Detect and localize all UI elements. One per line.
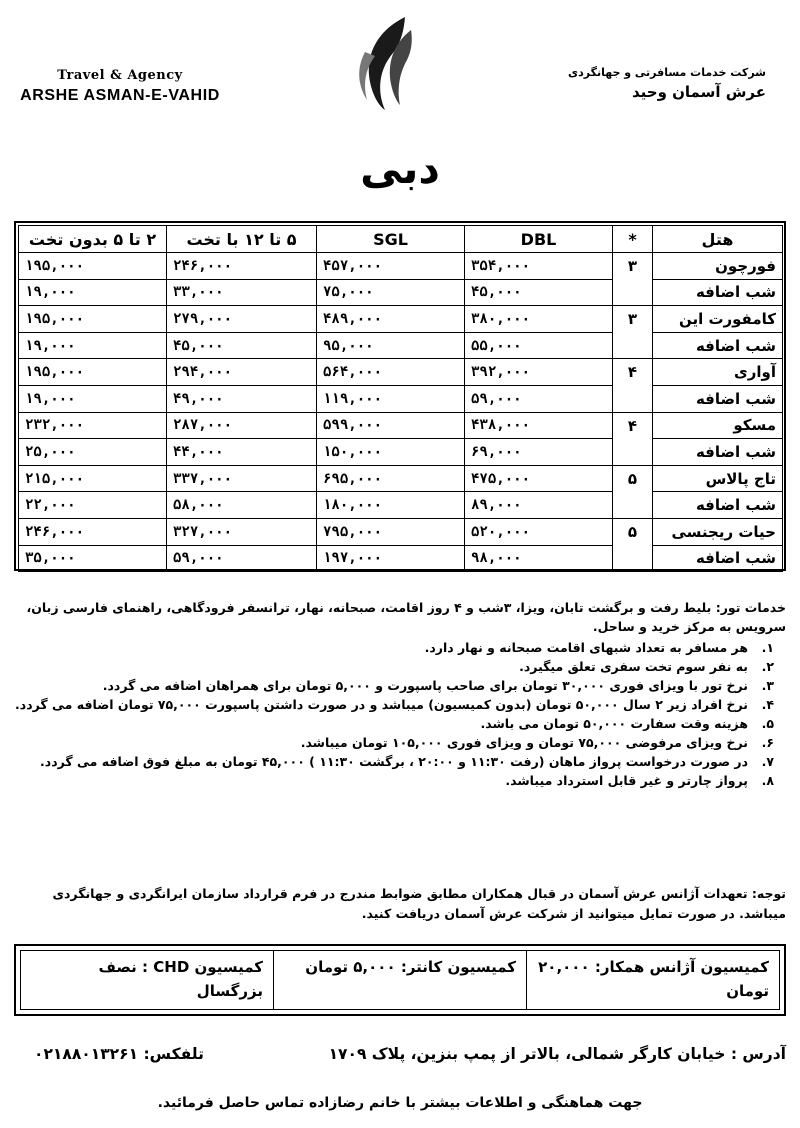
hotel-name: حیات ریجنسی (653, 518, 783, 545)
extra-child-2-5: ۳۵,۰۰۰ (19, 545, 167, 572)
extra-sgl: ۷۵,۰۰۰ (317, 279, 465, 306)
hotel-name: آواری (653, 359, 783, 386)
extra-dbl: ۵۹,۰۰۰ (465, 385, 613, 412)
list-item-text: در صورت درخواست پرواز ماهان (رفت ۱۱:۳۰ و ۲۰:۰۰ ، برگشت ۱۱:۳۰ ) ۴۵,۰۰۰ تومان به مبلغ فوق اضافه می گردد. (40, 754, 748, 769)
table-row-extra-night (19, 332, 783, 359)
header-sgl: SGL (317, 226, 465, 253)
letterhead (0, 0, 800, 130)
list-item-text: نرخ افراد زیر ۲ سال ۵۰,۰۰۰ تومان (بدون کمیسیون) میباشد و در صورت داشتن پاسپورت ۷۵,۰۰۰ تومان اضافه می گردد. (15, 697, 748, 712)
contact-line (34, 1045, 786, 1063)
list-item-text: هزینه وقت سفارت ۵۰,۰۰۰ تومان می باشد. (480, 716, 748, 731)
price-dbl: ۴۷۵,۰۰۰ (465, 465, 613, 492)
extra-night-label: شب اضافه (653, 332, 783, 359)
price-child-2-5: ۱۹۵,۰۰۰ (19, 306, 167, 333)
price-table (18, 225, 783, 572)
list-item-text: نرخ ویزای مرفوضی ۷۵,۰۰۰ تومان و ویزای فوری ۱۰۵,۰۰۰ تومان میباشد. (300, 735, 748, 750)
extra-child-2-5: ۲۵,۰۰۰ (19, 439, 167, 466)
price-child-5-12: ۲۸۷,۰۰۰ (167, 412, 317, 439)
hotel-stars: ۳ (613, 253, 653, 306)
extra-night-label: شب اضافه (653, 279, 783, 306)
list-item (14, 733, 774, 752)
list-item (14, 771, 774, 790)
price-child-5-12: ۲۴۶,۰۰۰ (167, 253, 317, 280)
hotel-stars: ۵ (613, 518, 653, 571)
price-table-frame (14, 221, 786, 571)
page-title: دبی (360, 144, 440, 193)
list-item (14, 676, 774, 695)
header-child-5-12: ۵ تا ۱۲ با تخت (167, 226, 317, 253)
table-row-extra-night (19, 279, 783, 306)
notice-text: توجه: تعهدات آژانس عرش آسمان در قبال همکاران مطابق ضوابط مندرج در فرم قرارداد سازمان ایرانگردی و جهانگردی میباشد. در صورت تمایل میتوانید از شرکت عرش آسمان دریافت کنید. (52, 886, 786, 921)
price-sgl: ۵۶۴,۰۰۰ (317, 359, 465, 386)
commission-box (14, 944, 786, 1016)
list-item-text: به نفر سوم تخت سفری تعلق میگیرد. (519, 659, 748, 674)
table-row-extra-night (19, 385, 783, 412)
hotel-stars: ۳ (613, 306, 653, 359)
header-child-2-5: ۲ تا ۵ بدون تخت (19, 226, 167, 253)
price-child-2-5: ۲۳۲,۰۰۰ (19, 412, 167, 439)
price-dbl: ۳۵۴,۰۰۰ (465, 253, 613, 280)
extra-sgl: ۱۸۰,۰۰۰ (317, 492, 465, 519)
commission-counter: کمیسیون کانتر: ۵,۰۰۰ تومان (273, 951, 526, 1009)
table-row (19, 359, 783, 386)
footer-text: جهت هماهنگی و اطلاعات بیشتر با خانم رضازاده تماس حاصل فرمائید. (157, 1095, 643, 1111)
header-star: * (613, 226, 653, 253)
extra-sgl: ۱۵۰,۰۰۰ (317, 439, 465, 466)
feather-logo-icon (345, 12, 425, 112)
tour-notes (14, 598, 786, 790)
price-child-2-5: ۱۹۵,۰۰۰ (19, 359, 167, 386)
table-row-extra-night (19, 439, 783, 466)
table-row-extra-night (19, 545, 783, 572)
commission-chd: کمیسیون CHD : نصف بزرگسال (98, 958, 263, 1000)
extra-dbl: ۹۸,۰۰۰ (465, 545, 613, 572)
list-item-number: ۷. (761, 754, 774, 769)
price-sgl: ۴۵۷,۰۰۰ (317, 253, 465, 280)
hotel-stars: ۴ (613, 359, 653, 412)
list-item (14, 657, 774, 676)
price-sgl: ۵۹۹,۰۰۰ (317, 412, 465, 439)
extra-night-label: شب اضافه (653, 492, 783, 519)
price-child-5-12: ۲۷۹,۰۰۰ (167, 306, 317, 333)
brand-persian (546, 66, 766, 101)
extra-child-5-12: ۴۵,۰۰۰ (167, 332, 317, 359)
extra-night-label: شب اضافه (653, 439, 783, 466)
brand-tagline-fa: شرکت خدمات مسافرتی و جهانگردی (568, 66, 766, 79)
price-table-body (19, 253, 783, 572)
extra-sgl: ۱۹۷,۰۰۰ (317, 545, 465, 572)
price-sgl: ۷۹۵,۰۰۰ (317, 518, 465, 545)
list-item (14, 752, 774, 771)
table-row (19, 412, 783, 439)
price-dbl: ۴۳۸,۰۰۰ (465, 412, 613, 439)
extra-night-label: شب اضافه (653, 545, 783, 572)
extra-dbl: ۶۹,۰۰۰ (465, 439, 613, 466)
header-dbl: DBL (465, 226, 613, 253)
price-child-2-5: ۱۹۵,۰۰۰ (19, 253, 167, 280)
table-row (19, 253, 783, 280)
extra-sgl: ۹۵,۰۰۰ (317, 332, 465, 359)
commission-row (20, 950, 780, 1010)
price-sgl: ۴۸۹,۰۰۰ (317, 306, 465, 333)
hotel-stars: ۴ (613, 412, 653, 465)
hotel-stars: ۵ (613, 465, 653, 518)
list-item-number: ۵. (761, 716, 774, 731)
notes-list (14, 638, 786, 790)
extra-dbl: ۵۵,۰۰۰ (465, 332, 613, 359)
services-text: خدمات تور: بلیط رفت و برگشت تابان، ویزا، ۳شب و ۴ روز اقامت، صبحانه، نهار، ترانسفر فرودگاهی، راهنمای فارسی زبان، سرویس به مرکز خرید و ساحل. (26, 600, 786, 634)
commission-agency: کمیسیون آژانس همکار: ۲۰,۰۰۰ تومان (526, 951, 779, 1009)
hotel-name: مسکو (653, 412, 783, 439)
price-dbl: ۳۹۲,۰۰۰ (465, 359, 613, 386)
table-row (19, 306, 783, 333)
fax-text: تلفکس: ۰۲۱۸۸۰۱۳۲۶۱ (34, 1045, 204, 1063)
list-item (14, 714, 774, 733)
extra-child-5-12: ۴۴,۰۰۰ (167, 439, 317, 466)
extra-night-label: شب اضافه (653, 385, 783, 412)
price-child-5-12: ۲۹۴,۰۰۰ (167, 359, 317, 386)
address-text: آدرس : خیابان کارگر شمالی، بالاتر از پمپ بنزین، پلاک ۱۷۰۹ (328, 1045, 786, 1063)
price-dbl: ۳۸۰,۰۰۰ (465, 306, 613, 333)
extra-dbl: ۴۵,۰۰۰ (465, 279, 613, 306)
extra-child-2-5: ۱۹,۰۰۰ (19, 279, 167, 306)
extra-child-5-12: ۵۹,۰۰۰ (167, 545, 317, 572)
price-child-5-12: ۳۲۷,۰۰۰ (167, 518, 317, 545)
extra-sgl: ۱۱۹,۰۰۰ (317, 385, 465, 412)
price-child-2-5: ۲۱۵,۰۰۰ (19, 465, 167, 492)
list-item-text: پرواز چارتر و غیر قابل استرداد میباشد. (505, 773, 748, 788)
list-item-text: هر مسافر به تعداد شبهای اقامت صبحانه و نهار دارد. (424, 640, 748, 655)
brand-name-fa: عرش آسمان وحید (631, 83, 766, 101)
list-item-number: ۴. (761, 697, 774, 712)
extra-child-5-12: ۴۹,۰۰۰ (167, 385, 317, 412)
brand-name-en: ARSHE ASMAN-E-VAHID (20, 87, 220, 104)
price-sgl: ۶۹۵,۰۰۰ (317, 465, 465, 492)
list-item (14, 638, 774, 657)
price-dbl: ۵۲۰,۰۰۰ (465, 518, 613, 545)
extra-child-2-5: ۱۹,۰۰۰ (19, 385, 167, 412)
extra-dbl: ۸۹,۰۰۰ (465, 492, 613, 519)
list-item-number: ۶. (761, 735, 774, 750)
list-item-number: ۸. (761, 773, 774, 788)
list-item-text: نرخ تور با ویزای فوری ۳۰,۰۰۰ تومان برای صاحب پاسپورت و ۵,۰۰۰ تومان برای همراهان اضافه می گردد. (102, 678, 748, 693)
table-row (19, 465, 783, 492)
hotel-name: تاج پالاس (653, 465, 783, 492)
brand-english (15, 68, 225, 105)
table-row-extra-night (19, 492, 783, 519)
extra-child-5-12: ۵۸,۰۰۰ (167, 492, 317, 519)
list-item-number: ۲. (761, 659, 774, 674)
extra-child-5-12: ۳۳,۰۰۰ (167, 279, 317, 306)
price-child-2-5: ۲۴۶,۰۰۰ (19, 518, 167, 545)
hotel-name: فورچون (653, 253, 783, 280)
table-header-row (19, 226, 783, 253)
brand-tagline-en: Travel & Agency (57, 68, 183, 83)
header-hotel: هتل (653, 226, 783, 253)
list-item-number: ۳. (761, 678, 774, 693)
price-child-5-12: ۳۳۷,۰۰۰ (167, 465, 317, 492)
list-item (14, 695, 774, 714)
list-item-number: ۱. (761, 640, 774, 655)
hotel-name: کامفورت این (653, 306, 783, 333)
extra-child-2-5: ۲۲,۰۰۰ (19, 492, 167, 519)
table-row (19, 518, 783, 545)
extra-child-2-5: ۱۹,۰۰۰ (19, 332, 167, 359)
